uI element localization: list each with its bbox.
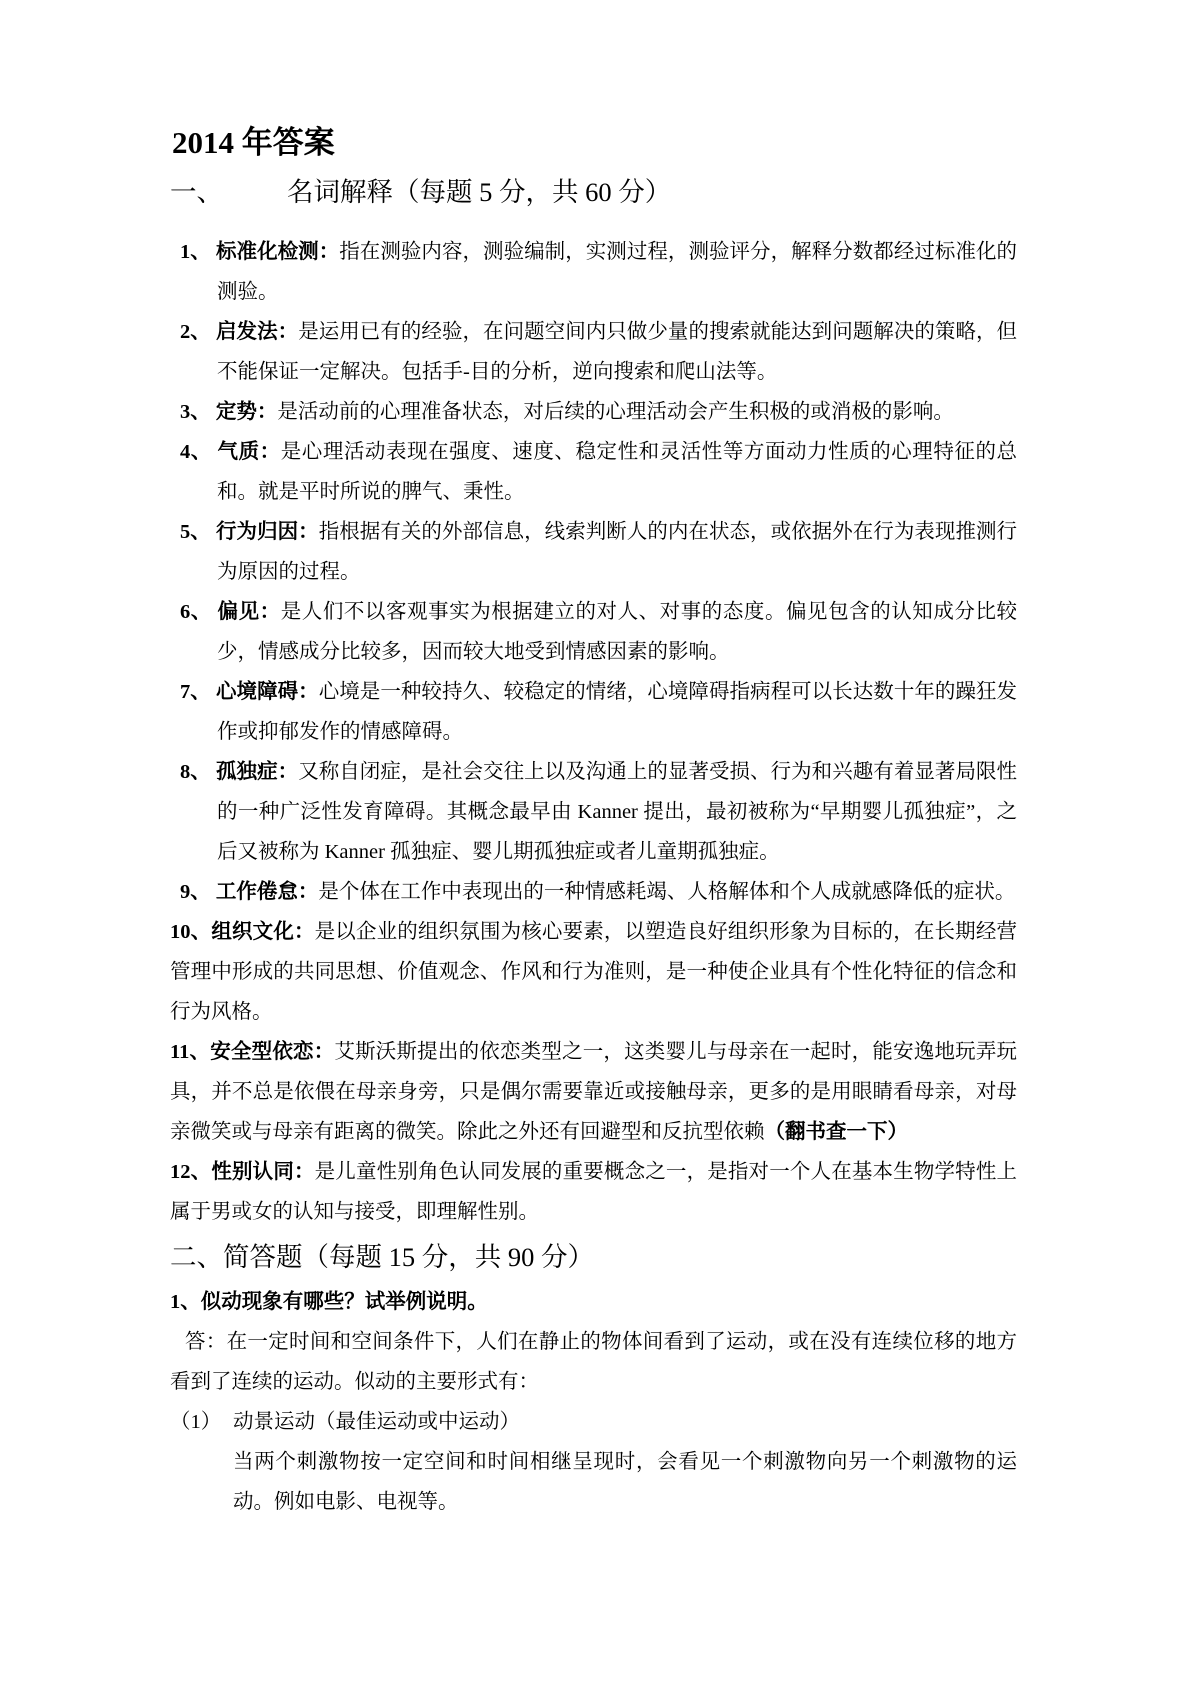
- definition-item-3: [170, 392, 1017, 432]
- item-body: 是活动前的心理准备状态，对后续的心理活动会产生积极的或消极的影响。: [277, 401, 954, 423]
- item-body: 心境是一种较持久、较稳定的情绪，心境障碍指病程可以长达数十年的躁狂发作或抑郁发作的情感障碍。: [217, 681, 1018, 743]
- list-item-marker: （1）: [170, 1411, 222, 1433]
- item-body: 指根据有关的外部信息，线索判断人的内在状态，或依据外在行为表现推测行为原因的过程。: [217, 521, 1018, 583]
- item-term: 孤独症：: [216, 761, 299, 783]
- item-term: 工作倦怠：: [215, 881, 319, 903]
- question1-label: 1、似动现象有哪些？试举例说明。: [170, 1291, 488, 1313]
- item-number: 4、: [180, 441, 212, 463]
- question1-answer-intro: 答：在一定时间和空间条件下，人们在静止的物体间看到了运动，或在没有连续位移的地方看到了连续的运动。似动的主要形式有：: [170, 1331, 1017, 1393]
- item-body: 是儿童性别角色认同发展的重要概念之一，是指对一个人在基本生物学特性上属于男或女的认知与接受，即理解性别。: [170, 1161, 1018, 1223]
- item-body: 指在测验内容，测验编制，实测过程，测验评分，解释分数都经过标准化的测验。: [217, 241, 1018, 303]
- page-title: 2014 年答案: [172, 125, 335, 160]
- item-body: 是个体在工作中表现出的一种情感耗竭、人格解体和个人成就感降低的症状。: [318, 881, 1016, 903]
- item-body: 又称自闭症，是社会交往上以及沟通上的显著受损、行为和兴趣有着显著局限性的一种广泛性发育障碍。其概念最早由 Kanner 提出，最初被称为“早期婴儿孤独症”，之后又被称为 Kanner 孤独症、婴儿期孤独症或者儿童期孤独症。: [217, 761, 1018, 863]
- definition-item-2: [170, 312, 1017, 392]
- item-term: 标准化检测：: [216, 241, 340, 263]
- definition-item-1: [170, 232, 1017, 312]
- answer-list-item-1-detail: 当两个刺激物按一定空间和时间相继呈现时，会看见一个刺激物向另一个刺激物的运动。例如电影、电视等。: [233, 1451, 1017, 1513]
- item-number: 12、: [170, 1161, 212, 1183]
- definition-item-8: [170, 752, 1017, 872]
- section1-number: 一、: [170, 177, 223, 207]
- item-body: 艾斯沃斯提出的依恋类型之一，这类婴儿与母亲在一起时，能安逸地玩弄玩具，并不总是依偎在母亲身旁，只是偶尔需要靠近或接触母亲，更多的是用眼睛看母亲，对母亲微笑或与母亲有距离的微笑。除此之外还有回避型和反抗型依赖: [170, 1041, 1018, 1143]
- definition-item-10: [170, 912, 1017, 1032]
- item-number: 2、: [180, 321, 211, 343]
- item-body-bold-note: （翻书查一下）: [764, 1121, 908, 1143]
- section2-heading: 二、简答题（每题 15 分，共 90 分）: [170, 1242, 594, 1272]
- item-body: 是运用已有的经验，在问题空间内只做少量的搜索就能达到问题解决的策略，但不能保证一定解决。包括手-目的分析，逆向搜索和爬山法等。: [217, 321, 1018, 383]
- item-number: 1、: [180, 241, 211, 263]
- definition-item-9: [170, 872, 1017, 912]
- item-number: 3、: [180, 401, 211, 423]
- item-number: 11、: [170, 1041, 211, 1063]
- item-body: 是心理活动表现在强度、速度、稳定性和灵活性等方面动力性质的心理特征的总和。就是平时所说的脾气、秉性。: [217, 441, 1018, 503]
- answer-list-item-1: [170, 1402, 1017, 1442]
- definition-item-6: [170, 592, 1017, 672]
- item-term: 启发法：: [216, 321, 299, 343]
- item-term: 组织文化：: [211, 921, 315, 943]
- item-number: 9、: [180, 881, 211, 903]
- item-number: 5、: [180, 521, 211, 543]
- definition-item-11: [170, 1032, 1017, 1152]
- item-term: 气质：: [217, 441, 281, 463]
- item-term: 偏见：: [217, 601, 281, 623]
- item-term: 定势：: [215, 401, 278, 423]
- definition-item-5: [170, 512, 1017, 592]
- section1-heading: [170, 168, 1017, 216]
- definition-item-12: [170, 1152, 1017, 1232]
- definition-item-4: [170, 432, 1017, 512]
- item-body: 是人们不以客观事实为根据建立的对人、对事的态度。偏见包含的认知成分比较少，情感成分比较多，因而较大地受到情感因素的影响。: [217, 601, 1018, 663]
- item-number: 10、: [170, 921, 212, 943]
- item-term: 行为归因：: [216, 521, 319, 543]
- list-item-title: 动景运动（最佳运动或中运动）: [233, 1411, 520, 1433]
- definition-item-7: [170, 672, 1017, 752]
- item-term: 性别认同：: [211, 1161, 315, 1183]
- item-term: 心境障碍：: [216, 681, 319, 703]
- item-body: 是以企业的组织氛围为核心要素，以塑造良好组织形象为目标的，在长期经营管理中形成的共同思想、价值观念、作风和行为准则，是一种使企业具有个性化特征的信念和行为风格。: [170, 921, 1018, 1023]
- section1-heading-text: 名词解释（每题 5 分，共 60 分）: [287, 177, 672, 207]
- item-number: 7、: [180, 681, 211, 703]
- item-number: 6、: [180, 601, 212, 623]
- item-term: 安全型依恋：: [210, 1041, 335, 1063]
- item-number: 8、: [180, 761, 211, 783]
